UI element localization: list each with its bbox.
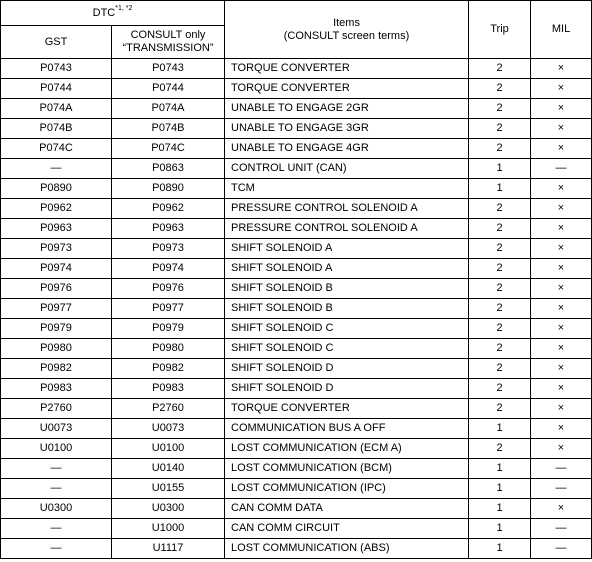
- gst-header: GST: [1, 26, 112, 59]
- item-name: PRESSURE CONTROL SOLENOID A: [225, 219, 469, 239]
- item-name: SHIFT SOLENOID D: [225, 379, 469, 399]
- gst-code: P0974: [1, 259, 112, 279]
- item-name: CAN COMM CIRCUIT: [225, 519, 469, 539]
- consult-code: P0890: [112, 179, 225, 199]
- item-name: TORQUE CONVERTER: [225, 59, 469, 79]
- item-name: TCM: [225, 179, 469, 199]
- consult-code: P0863: [112, 159, 225, 179]
- gst-code: P074A: [1, 99, 112, 119]
- trip-value: 2: [469, 359, 531, 379]
- consult-code: P0743: [112, 59, 225, 79]
- table-row: [1, 119, 592, 139]
- mil-value: ×: [531, 299, 592, 319]
- table-row: [1, 339, 592, 359]
- mil-value: —: [531, 459, 592, 479]
- consult-code: U1117: [112, 539, 225, 559]
- item-name: CAN COMM DATA: [225, 499, 469, 519]
- consult-code: U1000: [112, 519, 225, 539]
- item-name: CONTROL UNIT (CAN): [225, 159, 469, 179]
- mil-value: ×: [531, 259, 592, 279]
- item-name: SHIFT SOLENOID C: [225, 339, 469, 359]
- item-name: UNABLE TO ENGAGE 4GR: [225, 139, 469, 159]
- mil-value: ×: [531, 219, 592, 239]
- table-row: [1, 419, 592, 439]
- consult-code: P0974: [112, 259, 225, 279]
- trip-value: 1: [469, 419, 531, 439]
- gst-code: P0962: [1, 199, 112, 219]
- mil-header: MIL: [531, 1, 592, 59]
- table-row: [1, 539, 592, 559]
- trip-value: 2: [469, 259, 531, 279]
- table-row: [1, 319, 592, 339]
- table-row: [1, 159, 592, 179]
- dtc-table-body: [1, 59, 592, 559]
- trip-value: 2: [469, 219, 531, 239]
- table-row: [1, 399, 592, 419]
- table-row: [1, 179, 592, 199]
- item-name: LOST COMMUNICATION (BCM): [225, 459, 469, 479]
- item-name: COMMUNICATION BUS A OFF: [225, 419, 469, 439]
- mil-value: —: [531, 479, 592, 499]
- mil-value: ×: [531, 439, 592, 459]
- mil-value: ×: [531, 79, 592, 99]
- item-name: SHIFT SOLENOID C: [225, 319, 469, 339]
- consult-code: P0963: [112, 219, 225, 239]
- gst-code: P0980: [1, 339, 112, 359]
- mil-value: ×: [531, 59, 592, 79]
- table-row: [1, 519, 592, 539]
- mil-value: —: [531, 539, 592, 559]
- gst-code: —: [1, 539, 112, 559]
- gst-code: —: [1, 519, 112, 539]
- consult-header-line1: CONSULT only: [130, 29, 206, 41]
- consult-code: P074A: [112, 99, 225, 119]
- mil-value: ×: [531, 139, 592, 159]
- item-name: SHIFT SOLENOID D: [225, 359, 469, 379]
- table-row: [1, 139, 592, 159]
- table-row: [1, 479, 592, 499]
- gst-code: —: [1, 459, 112, 479]
- consult-code: P0962: [112, 199, 225, 219]
- consult-code: U0073: [112, 419, 225, 439]
- dtc-footnote-marks: *1, *2: [115, 4, 133, 12]
- trip-value: 1: [469, 159, 531, 179]
- table-row: [1, 239, 592, 259]
- consult-header-line2: “TRANSMISSION”: [122, 42, 214, 54]
- gst-code: P0744: [1, 79, 112, 99]
- mil-value: ×: [531, 99, 592, 119]
- trip-value: 1: [469, 519, 531, 539]
- gst-code: P0983: [1, 379, 112, 399]
- consult-code: P074C: [112, 139, 225, 159]
- items-header-line2: (CONSULT screen terms): [283, 29, 410, 42]
- dtc-header-label: DTC: [92, 6, 116, 19]
- trip-value: 1: [469, 499, 531, 519]
- mil-value: —: [531, 159, 592, 179]
- mil-value: ×: [531, 399, 592, 419]
- gst-code: P074B: [1, 119, 112, 139]
- consult-code: U0300: [112, 499, 225, 519]
- mil-value: ×: [531, 499, 592, 519]
- trip-value: 2: [469, 199, 531, 219]
- table-row: [1, 379, 592, 399]
- consult-code: P0744: [112, 79, 225, 99]
- table-row: [1, 59, 592, 79]
- consult-code: P0982: [112, 359, 225, 379]
- consult-code: P0980: [112, 339, 225, 359]
- item-name: TORQUE CONVERTER: [225, 79, 469, 99]
- consult-header: [112, 26, 225, 59]
- consult-code: P0979: [112, 319, 225, 339]
- gst-code: P074C: [1, 139, 112, 159]
- trip-value: 2: [469, 339, 531, 359]
- trip-value: 1: [469, 479, 531, 499]
- gst-code: P0963: [1, 219, 112, 239]
- trip-value: 2: [469, 79, 531, 99]
- trip-value: 2: [469, 279, 531, 299]
- consult-code: P0973: [112, 239, 225, 259]
- trip-header: Trip: [469, 1, 531, 59]
- item-name: UNABLE TO ENGAGE 3GR: [225, 119, 469, 139]
- consult-code: P2760: [112, 399, 225, 419]
- items-header-line1: Items: [333, 16, 360, 29]
- items-header: [225, 1, 469, 59]
- table-row: [1, 99, 592, 119]
- gst-code: —: [1, 479, 112, 499]
- item-name: TORQUE CONVERTER: [225, 399, 469, 419]
- table-row: [1, 219, 592, 239]
- table-row: [1, 499, 592, 519]
- item-name: SHIFT SOLENOID A: [225, 239, 469, 259]
- consult-code: U0140: [112, 459, 225, 479]
- gst-code: P0977: [1, 299, 112, 319]
- gst-code: P0890: [1, 179, 112, 199]
- gst-code: P0973: [1, 239, 112, 259]
- table-row: [1, 79, 592, 99]
- mil-value: ×: [531, 199, 592, 219]
- table-row: [1, 459, 592, 479]
- trip-value: 2: [469, 379, 531, 399]
- gst-code: U0100: [1, 439, 112, 459]
- trip-value: 2: [469, 299, 531, 319]
- consult-code: P0976: [112, 279, 225, 299]
- gst-code: —: [1, 159, 112, 179]
- item-name: SHIFT SOLENOID A: [225, 259, 469, 279]
- trip-value: 2: [469, 399, 531, 419]
- trip-value: 1: [469, 179, 531, 199]
- consult-code: P074B: [112, 119, 225, 139]
- consult-code: U0100: [112, 439, 225, 459]
- trip-value: 1: [469, 459, 531, 479]
- item-name: SHIFT SOLENOID B: [225, 299, 469, 319]
- trip-value: 2: [469, 439, 531, 459]
- gst-code: P0979: [1, 319, 112, 339]
- table-row: [1, 359, 592, 379]
- consult-code: U0155: [112, 479, 225, 499]
- table-row: [1, 279, 592, 299]
- item-name: UNABLE TO ENGAGE 2GR: [225, 99, 469, 119]
- consult-code: P0977: [112, 299, 225, 319]
- item-name: PRESSURE CONTROL SOLENOID A: [225, 199, 469, 219]
- mil-value: ×: [531, 359, 592, 379]
- gst-code: U0300: [1, 499, 112, 519]
- mil-value: ×: [531, 379, 592, 399]
- mil-value: ×: [531, 239, 592, 259]
- item-name: SHIFT SOLENOID B: [225, 279, 469, 299]
- trip-value: 2: [469, 319, 531, 339]
- mil-value: ×: [531, 319, 592, 339]
- trip-value: 2: [469, 59, 531, 79]
- item-name: LOST COMMUNICATION (ECM A): [225, 439, 469, 459]
- table-row: [1, 199, 592, 219]
- gst-code: P2760: [1, 399, 112, 419]
- trip-value: 2: [469, 119, 531, 139]
- mil-value: ×: [531, 179, 592, 199]
- table-row: [1, 439, 592, 459]
- gst-code: P0976: [1, 279, 112, 299]
- gst-code: U0073: [1, 419, 112, 439]
- dtc-header: [1, 1, 225, 26]
- item-name: LOST COMMUNICATION (ABS): [225, 539, 469, 559]
- gst-code: P0743: [1, 59, 112, 79]
- mil-value: ×: [531, 119, 592, 139]
- trip-value: 2: [469, 139, 531, 159]
- mil-value: ×: [531, 419, 592, 439]
- mil-value: —: [531, 519, 592, 539]
- table-row: [1, 259, 592, 279]
- trip-value: 2: [469, 239, 531, 259]
- trip-value: 1: [469, 539, 531, 559]
- mil-value: ×: [531, 339, 592, 359]
- trip-value: 2: [469, 99, 531, 119]
- mil-value: ×: [531, 279, 592, 299]
- table-row: [1, 299, 592, 319]
- consult-code: P0983: [112, 379, 225, 399]
- gst-code: P0982: [1, 359, 112, 379]
- item-name: LOST COMMUNICATION (IPC): [225, 479, 469, 499]
